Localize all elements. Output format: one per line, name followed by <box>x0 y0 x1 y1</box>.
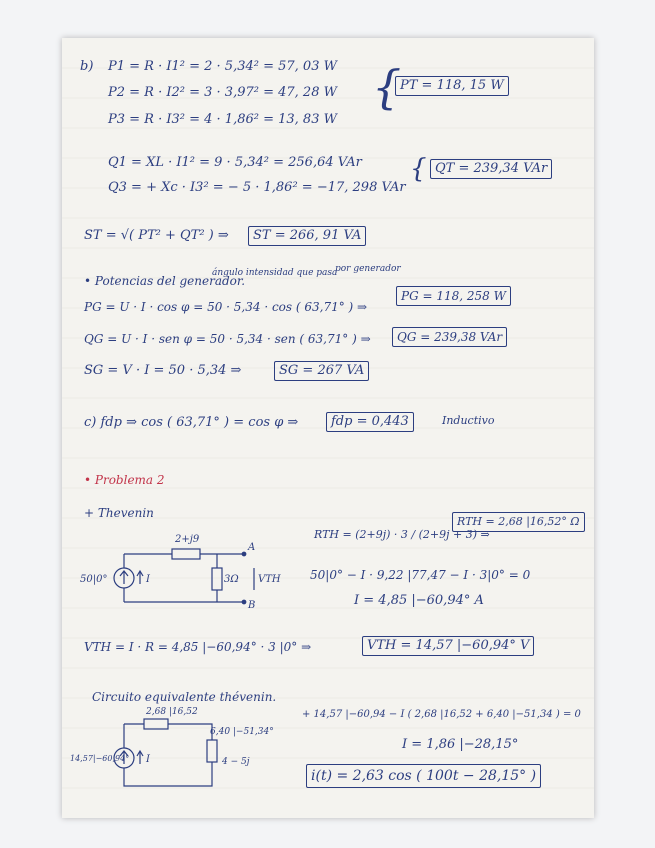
sg-equation: SG = V · I = 50 · 5,34 ⇒ <box>84 363 242 378</box>
current-result: I = 4,85 |−60,94° A <box>354 593 484 608</box>
part-b-label: b) <box>80 59 94 74</box>
qg-result-box: QG = 239,38 VAr <box>392 327 507 347</box>
zth-label: 2,68 |16,52 <box>146 707 198 717</box>
pt-result-box: PT = 118, 15 W <box>395 76 509 96</box>
eq-source-label: 14,57|−60,94° <box>70 754 130 763</box>
qt-result-box: QT = 239,34 VAr <box>430 159 552 179</box>
fdp-equation: c) fdp ⇒ cos ( 63,71° ) = cos φ ⇒ <box>84 415 299 430</box>
eq-current-label: I <box>146 754 150 765</box>
current-label: I <box>146 574 150 585</box>
st-equation: ST = √( PT² + QT² ) ⇒ <box>84 228 229 243</box>
rth-equation: RTH = (2+9j) · 3 / (2+9j + 3) ⇒ <box>314 528 490 541</box>
p3-equation: P3 = R · I3² = 4 · 1,86² = 13, 83 W <box>108 112 337 127</box>
notebook-page <box>62 38 594 818</box>
source-label: 50|0° <box>80 574 108 585</box>
vth-equation: VTH = I · R = 4,85 |−60,94° · 3 |0° ⇒ <box>84 640 312 654</box>
angle-note: ángulo intensidad que pasa <box>212 268 338 278</box>
equivalent-circuit <box>62 702 302 802</box>
p1-equation: P1 = R · I1² = 2 · 5,34² = 57, 03 W <box>108 59 337 74</box>
zl-polar-label: 6,40 |−51,34° <box>210 727 274 737</box>
rth-result-box: RTH = 2,68 |16,52° Ω <box>452 512 585 532</box>
generator-note: por generador <box>335 264 401 274</box>
eq-current-result: I = 1,86 |−28,15° <box>402 737 519 752</box>
fdp-result-box: fdp = 0,443 <box>326 412 414 432</box>
r3-label: 3Ω <box>224 574 239 585</box>
sg-result-box: SG = 267 VA <box>274 361 369 381</box>
equivalent-circuit-label: Circuito equivalente thévenin. <box>92 690 277 704</box>
inductive-note: Inductivo <box>442 414 495 427</box>
pg-equation: PG = U · I · cos φ = 50 · 5,34 · cos ( 63,71° ) ⇒ <box>84 300 368 314</box>
problem-2-title: • Problema 2 <box>84 473 165 487</box>
vth-result-box: VTH = 14,57 |−60,94° V <box>362 636 534 656</box>
thevenin-label: + Thevenin <box>84 506 154 520</box>
vth-label: VTH <box>258 574 281 585</box>
brace-p: { <box>372 60 402 114</box>
pg-result-box: PG = 118, 258 W <box>396 286 511 306</box>
qg-equation: QG = U · I · sen φ = 50 · 5,34 · sen ( 63,71° ) ⇒ <box>84 332 371 346</box>
kvl-equation: 50|0° − I · 9,22 |77,47 − I · 3|0° = 0 <box>310 568 531 582</box>
q1-equation: Q1 = XL · I1² = 9 · 5,34² = 256,64 VAr <box>108 155 362 170</box>
p2-equation: P2 = R · I2² = 3 · 3,97² = 47, 28 W <box>108 85 337 100</box>
z1-label: 2+j9 <box>175 534 200 545</box>
st-result-box: ST = 266, 91 VA <box>248 226 366 246</box>
generator-heading: • Potencias del generador. <box>84 274 246 288</box>
current-time-result-box: i(t) = 2,63 cos ( 100t − 28,15° ) <box>306 764 541 788</box>
node-a-label: A <box>248 542 256 553</box>
node-b-label: B <box>248 600 256 610</box>
q3-equation: Q3 = + Xc · I3² = − 5 · 1,86² = −17, 298 VAr <box>108 180 406 195</box>
thevenin-circuit <box>62 524 302 610</box>
eq-kvl-equation: + 14,57 |−60,94 − I ( 2,68 |16,52 + 6,40 |−51,34 ) = 0 <box>302 709 581 720</box>
brace-q: { <box>410 154 427 184</box>
zl-rect-label: 4 − 5j <box>222 757 250 767</box>
